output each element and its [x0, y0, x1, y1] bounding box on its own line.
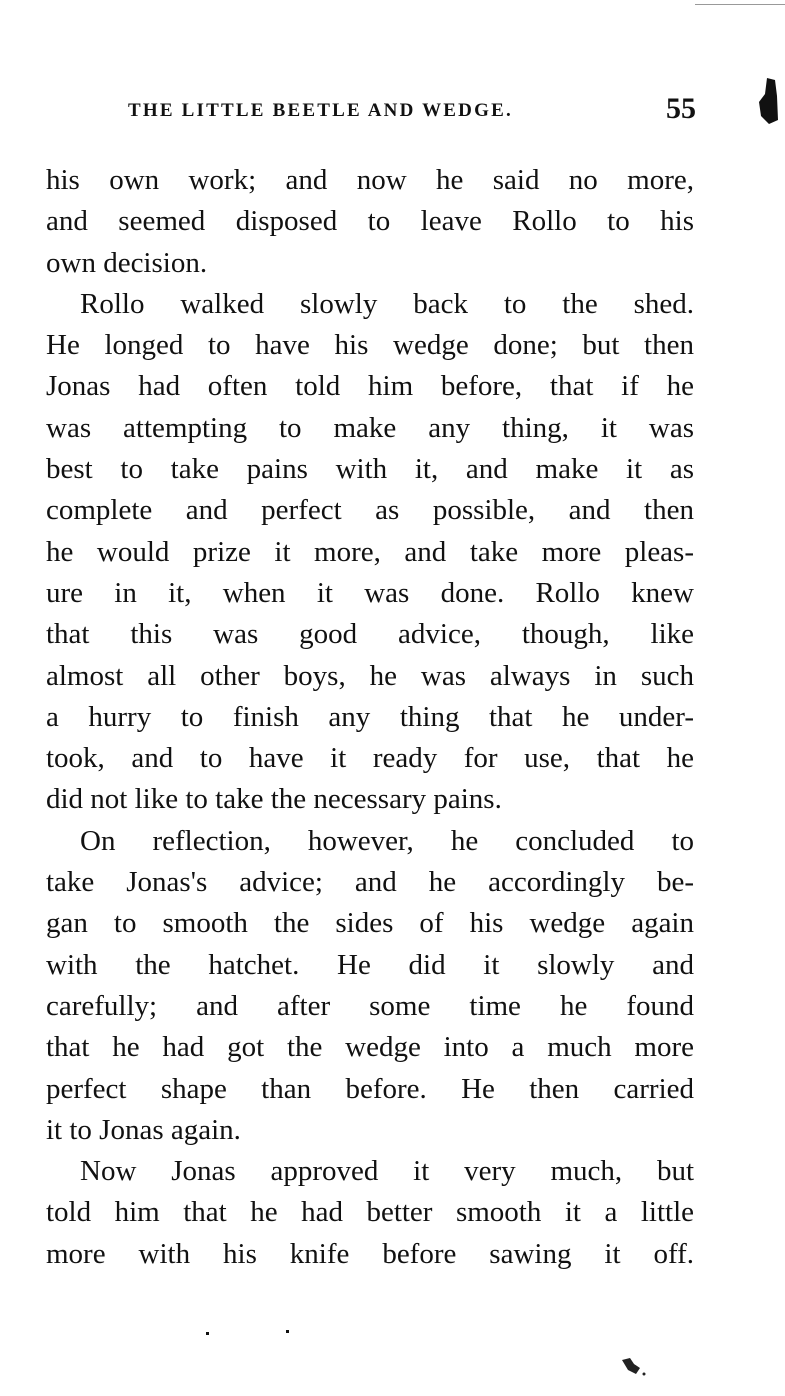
text-line: was attempting to make any thing, it was [46, 411, 694, 444]
text-line: he would prize it more, and take more pleas- [46, 535, 694, 568]
text-line: his own work; and now he said no more, [46, 164, 694, 196]
running-head: THE LITTLE BEETLE AND WEDGE. [128, 100, 513, 121]
ink-speck-mark [620, 1356, 650, 1378]
scan-edge-rule [695, 4, 785, 5]
paragraph [46, 1151, 694, 1275]
text-line: Rollo walked slowly back to the shed. [80, 287, 694, 320]
text-line: it to Jonas again. [46, 1113, 241, 1146]
ink-blot-mark [757, 76, 779, 126]
text-line: On reflection, however, he concluded to [80, 824, 694, 857]
text-line: that he had got the wedge into a much more [46, 1031, 694, 1064]
paragraph [46, 821, 694, 1151]
text-line: best to take pains with it, and make it as [46, 453, 694, 486]
speck-mark [206, 1332, 209, 1335]
text-line: perfect shape than before. He then carried [46, 1072, 694, 1105]
text-line: told him that he had better smooth it a little [46, 1196, 694, 1229]
text-line: with the hatchet. He did it slowly and [46, 948, 694, 981]
body-text [46, 160, 694, 1275]
speck-mark [286, 1330, 289, 1333]
text-line: that this was good advice, though, like [46, 618, 694, 651]
paragraph [46, 160, 694, 284]
text-line: and seemed disposed to leave Rollo to his [46, 205, 694, 238]
text-line: He longed to have his wedge done; but then [46, 329, 694, 362]
text-line: own decision. [46, 246, 208, 279]
text-line: gan to smooth the sides of his wedge again [46, 907, 694, 940]
text-line: take Jonas's advice; and he accordingly be- [46, 866, 694, 899]
page-number: 55 [666, 92, 696, 125]
text-line: did not like to take the necessary pains. [46, 783, 502, 816]
text-line: carefully; and after some time he found [46, 989, 694, 1022]
paragraph [46, 284, 694, 821]
text-line: ure in it, when it was done. Rollo knew [46, 576, 694, 609]
text-line: Jonas had often told him before, that if he [46, 370, 694, 403]
page-header [128, 92, 696, 132]
text-line: took, and to have it ready for use, that he [46, 742, 694, 775]
text-line: more with his knife before sawing it off. [46, 1237, 694, 1270]
text-line: complete and perfect as possible, and then [46, 494, 694, 527]
text-line: almost all other boys, he was always in such [46, 659, 694, 692]
text-line: a hurry to finish any thing that he under- [46, 700, 694, 733]
text-line: Now Jonas approved it very much, but [80, 1155, 694, 1188]
